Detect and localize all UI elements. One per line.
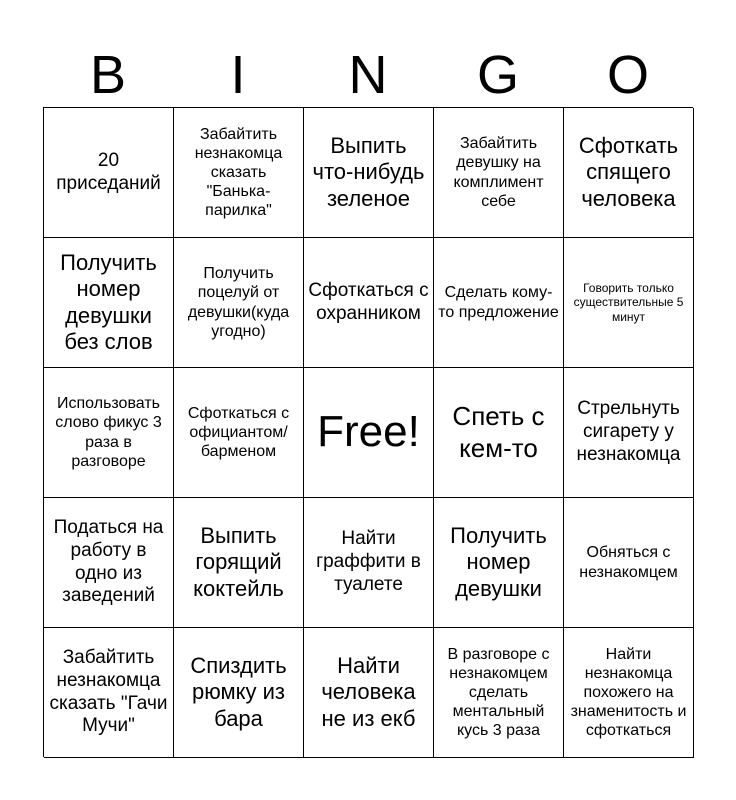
bingo-cell[interactable]: Спеть с кем-то bbox=[434, 368, 564, 498]
bingo-cell[interactable]: Найти граффити в туалете bbox=[304, 498, 434, 628]
bingo-cell[interactable]: 20 приседаний bbox=[44, 108, 174, 238]
free-cell[interactable]: Free! bbox=[304, 368, 434, 498]
header-letter-i: I bbox=[230, 45, 246, 105]
bingo-cell[interactable]: Забайтить незнакомца сказать "Гачи Мучи" bbox=[44, 628, 174, 758]
bingo-cell[interactable]: Выпить что-нибудь зеленое bbox=[304, 108, 434, 238]
header-letter-b: B bbox=[89, 45, 127, 105]
bingo-cell[interactable]: Забайтить девушку на комплимент себе bbox=[434, 108, 564, 238]
bingo-cell[interactable]: Спиздить рюмку из бара bbox=[174, 628, 304, 758]
bingo-grid bbox=[43, 107, 693, 757]
header-letter-g: G bbox=[476, 45, 519, 105]
bingo-cell[interactable]: Получить поцелуй от девушки(куда угодно) bbox=[174, 238, 304, 368]
bingo-cell[interactable]: Найти незнакомца похожего на знаменитость и сфоткаться bbox=[564, 628, 694, 758]
bingo-cell[interactable]: Получить номер девушки bbox=[434, 498, 564, 628]
bingo-cell[interactable]: Выпить горящий коктейль bbox=[174, 498, 304, 628]
header-letter-n: N bbox=[348, 45, 388, 105]
bingo-cell[interactable]: Податься на работу в одно из заведений bbox=[44, 498, 174, 628]
bingo-cell[interactable]: Сделать кому-то предложение bbox=[434, 238, 564, 368]
bingo-cell[interactable]: Обняться с незнакомцем bbox=[564, 498, 694, 628]
bingo-cell[interactable]: Забайтить незнакомца сказать "Банька-парилка" bbox=[174, 108, 304, 238]
bingo-cell[interactable]: Сфоткаться с охранником bbox=[304, 238, 434, 368]
bingo-cell[interactable]: Говорить только существительные 5 минут bbox=[564, 238, 694, 368]
bingo-cell[interactable]: В разговоре с незнакомцем сделать ментальный кусь 3 раза bbox=[434, 628, 564, 758]
bingo-cell[interactable]: Сфоткать спящего человека bbox=[564, 108, 694, 238]
bingo-cell[interactable]: Использовать слово фикус 3 раза в разговоре bbox=[44, 368, 174, 498]
bingo-cell[interactable]: Стрельнуть сигарету у незнакомца bbox=[564, 368, 694, 498]
bingo-cell[interactable]: Найти человека не из екб bbox=[304, 628, 434, 758]
bingo-cell[interactable]: Получить номер девушки без слов bbox=[44, 238, 174, 368]
header-letter-o: O bbox=[606, 45, 649, 105]
bingo-header bbox=[43, 44, 693, 106]
bingo-cell[interactable]: Сфоткаться с официантом/барменом bbox=[174, 368, 304, 498]
